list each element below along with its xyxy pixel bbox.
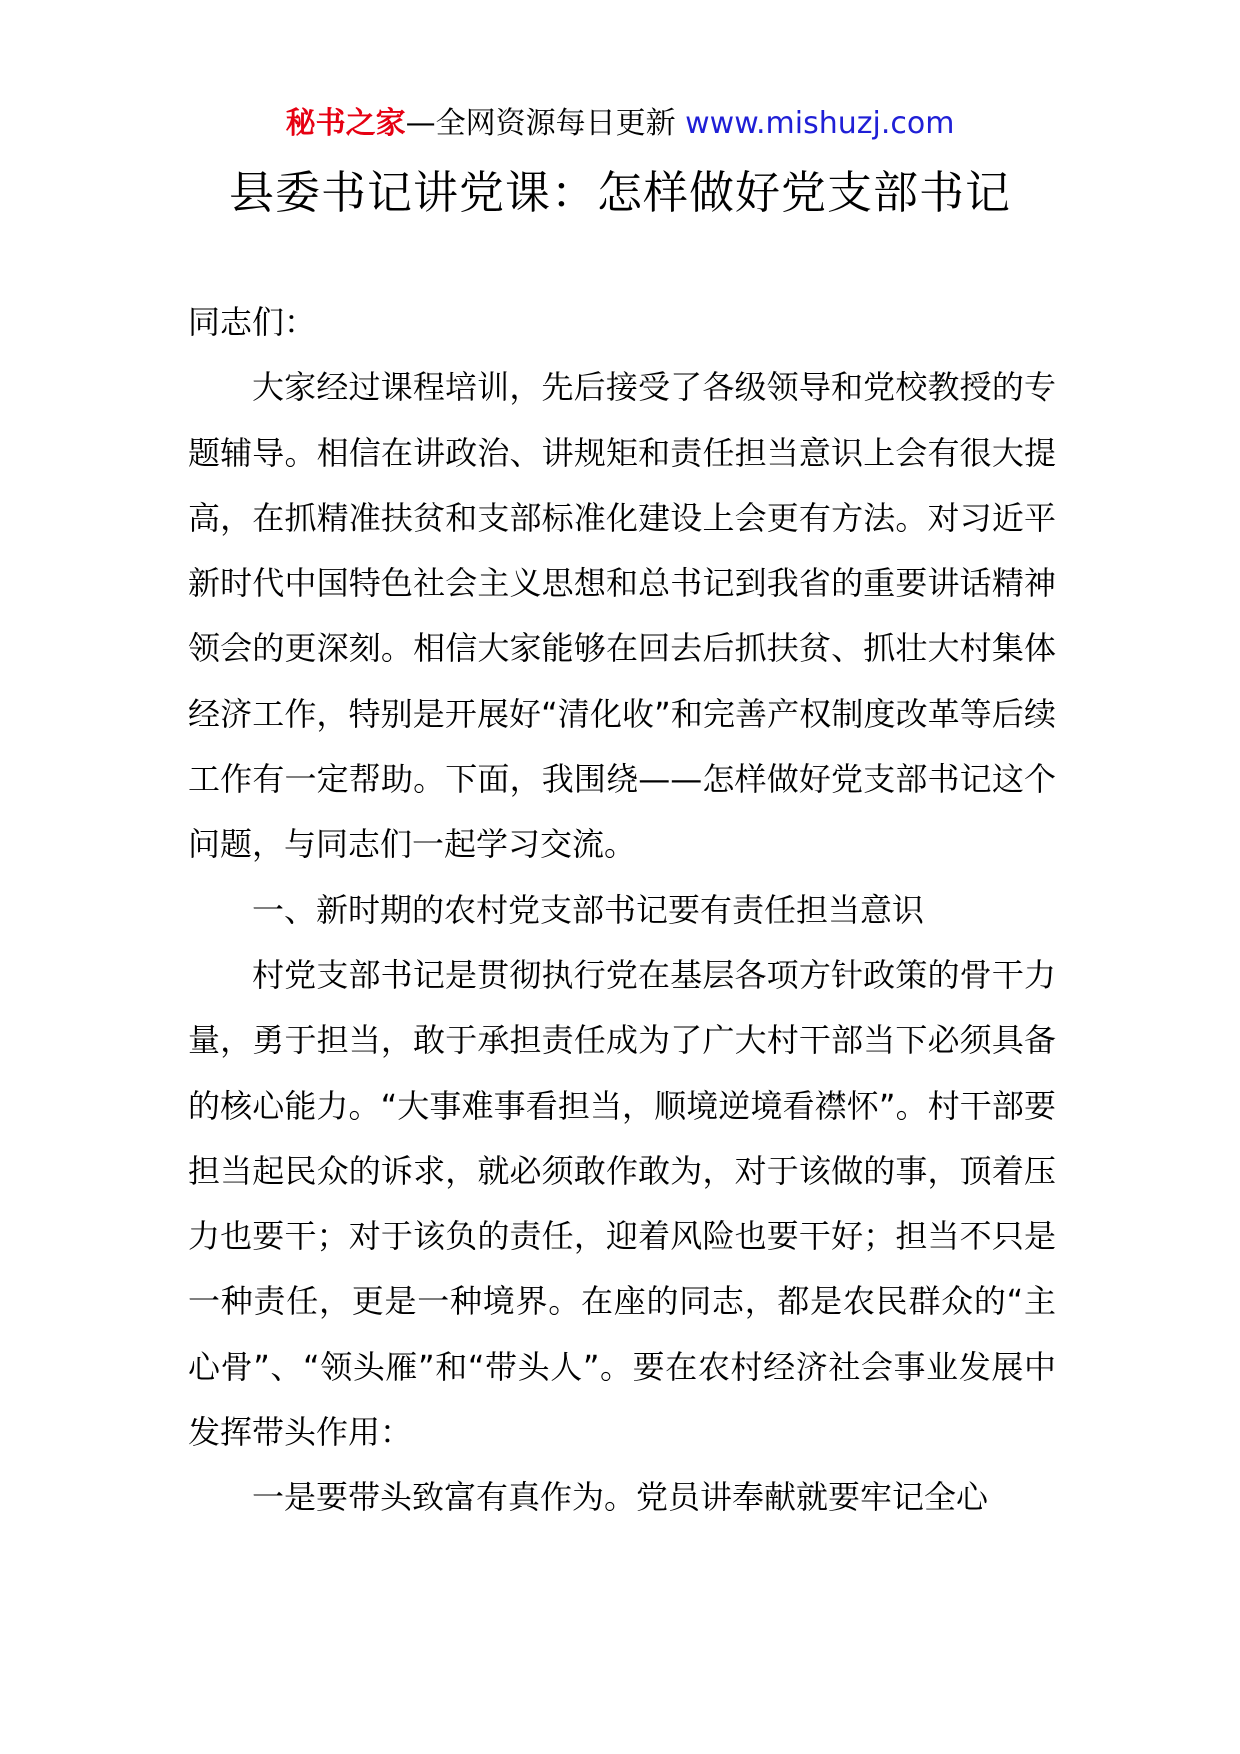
salutation: 同志们： bbox=[188, 303, 317, 341]
body-paragraph: 村党支部书记是贯彻执行党在基层各项方针政策的骨干力量，勇于担当，敢于承担责任成为了广大村干部当下必须具备的核心能力。“大事难事看担当，顺境逆境看襟怀”。村干部要担当起民众的诉求，就必须敢作敢为，对于该做的事，顶着压力也要干；对于该负的责任，迎着风险也要干好；担当不只是一种责任，更是一种境界。在座的同志，都是农民群众的“主心骨”、“领头雁”和“带头人”。要在农村经济社会事业发展中发挥带头作用： bbox=[188, 955, 1056, 1452]
body-paragraph: 大家经过课程培训，先后接受了各级领导和党校教授的专题辅导。相信在讲政治、讲规矩和责任担当意识上会有很大提高，在抓精准扶贫和支部标准化建设上会更有方法。对习近平新时代中国特色社会主义思想和总书记到我省的重要讲话精神领会的更深刻。相信大家能够在回去后抓扶贫、抓壮大村集体经济工作，特别是开展好“清化收”和完善产权制度改革等后续工作有一定帮助。下面，我围绕——怎样做好党支部书记这个问题，与同志们一起学习交流。 bbox=[188, 368, 1056, 864]
brand-name: 秘书之家 bbox=[285, 106, 406, 141]
document-body bbox=[188, 290, 1056, 1531]
site-header-banner bbox=[0, 102, 1240, 146]
document-title: 县委书记讲党课：怎样做好党支部书记 bbox=[228, 166, 1011, 219]
section-heading: 一、新时期的农村党支部书记要有责任担当意识 bbox=[252, 890, 925, 929]
site-url-link[interactable]: www.mishuzj.com bbox=[685, 106, 955, 141]
body-paragraph: 一是要带头致富有真作为。党员讲奉献就要牢记全心 bbox=[252, 1478, 989, 1517]
header-slogan: —全网资源每日更新 bbox=[405, 106, 686, 141]
